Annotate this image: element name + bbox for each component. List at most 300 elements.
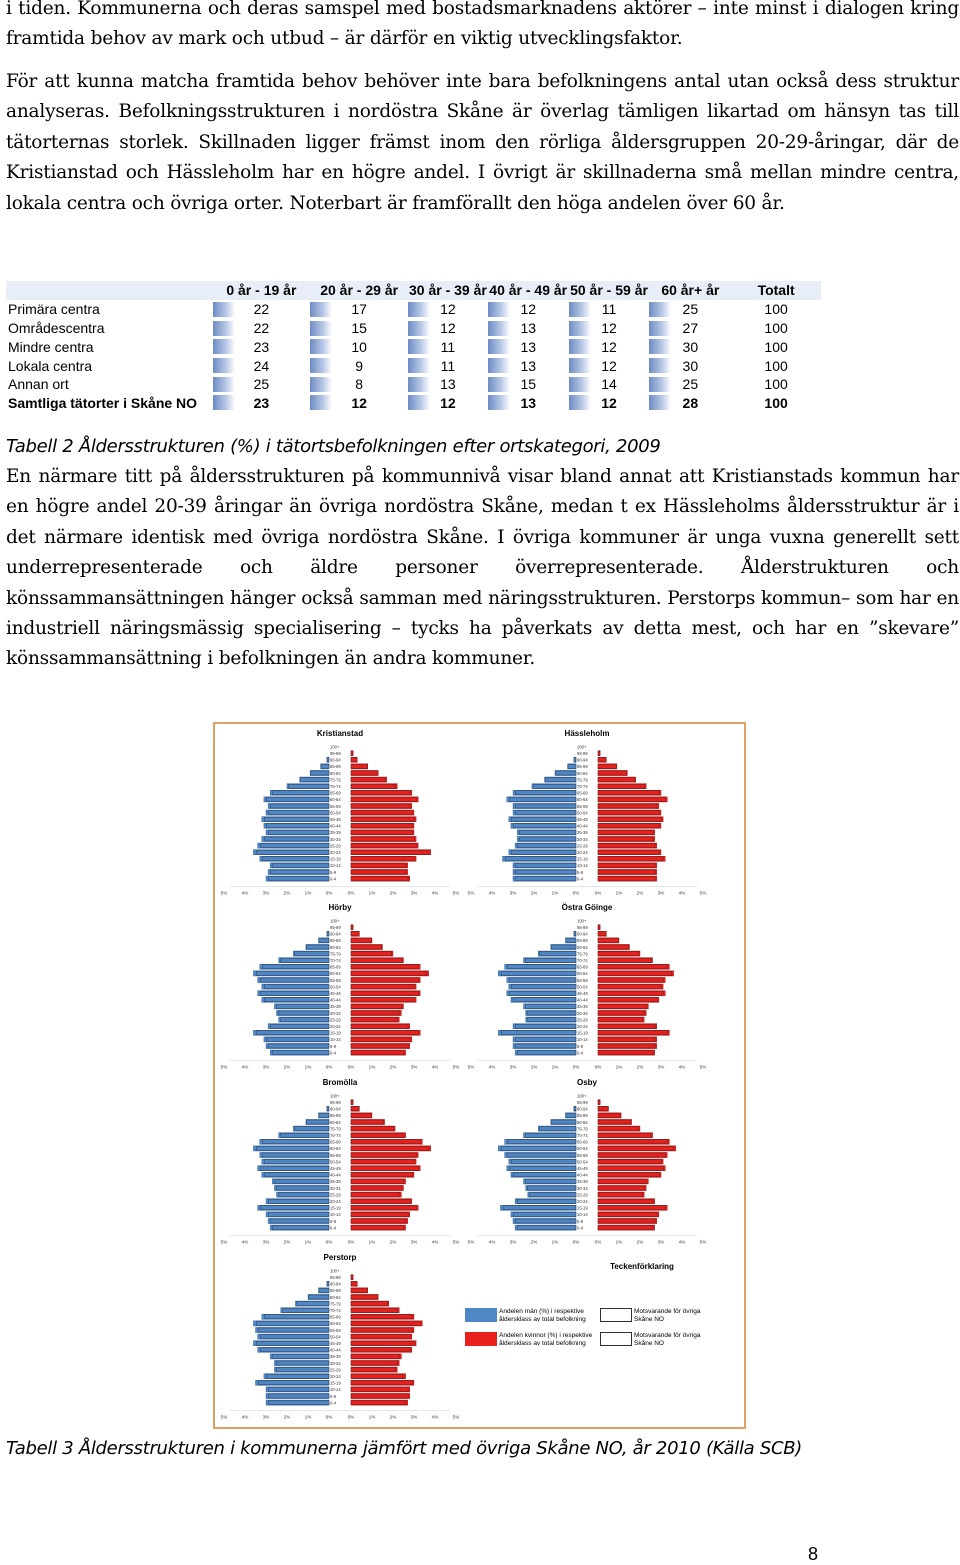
pyramid-bar-men <box>574 931 576 936</box>
pyramid-bar-women <box>351 931 359 936</box>
pyramid-bar-women <box>598 751 600 756</box>
pyramid-bar-men <box>524 1133 577 1138</box>
pyramid-bar-women <box>351 1030 420 1035</box>
pyramid-tick-label: 1% <box>304 890 312 896</box>
table-cell: 100 <box>764 319 788 336</box>
pyramid-bar-women <box>598 1172 661 1177</box>
pyramid-title: Hässleholm <box>564 729 610 738</box>
pyramid-age-label: 10-14 <box>330 1037 341 1043</box>
pyramid-bar-men <box>555 770 576 775</box>
pyramid-age-label: 70-74 <box>577 958 588 963</box>
pyramid-age-label: 50-54 <box>577 810 588 816</box>
pyramid-bar-men <box>272 1179 329 1184</box>
pyramid-tick-label: 0% <box>347 890 355 896</box>
pyramid-bar-women <box>598 856 665 861</box>
pyramid-tick-label: 1% <box>551 890 559 896</box>
pyramid-tick-label: 1% <box>368 1414 376 1420</box>
pyramid-age-label: 60-64 <box>577 1146 588 1152</box>
pyramid-age-label: 10-14 <box>577 1037 588 1043</box>
pyramid-bar-women <box>598 850 661 855</box>
pyramid-bar-men <box>264 823 329 828</box>
pyramid-tick-label: 0% <box>347 1064 355 1070</box>
pyramid-age-label: 60-64 <box>577 797 588 803</box>
pyramid-tick-label: 5% <box>467 1064 475 1070</box>
pyramid-bar-women <box>351 1024 410 1029</box>
table-header-cell: 60 år+ år <box>661 282 720 299</box>
pyramid-bar-men <box>513 1024 576 1029</box>
pyramid-bar-men <box>270 863 329 868</box>
pyramid-bar-women <box>598 836 655 841</box>
pyramid-bar-men <box>526 1010 576 1015</box>
pyramid-bar-women <box>351 1288 368 1293</box>
pyramid-bar-women <box>351 823 414 828</box>
data-bar <box>649 339 671 354</box>
table-2-caption: Tabell 2 Åldersstrukturen (%) i tätortsbefolkningen efter ortskategori, 2009 <box>6 436 661 457</box>
pyramid-bar-men <box>327 1281 329 1286</box>
pyramid-tick-label: 2% <box>530 1239 538 1245</box>
pyramid-tick-label: 1% <box>368 1064 376 1070</box>
data-bar <box>569 302 591 317</box>
pyramid-bar-women <box>351 1212 410 1217</box>
pyramid-bar-women <box>598 810 661 815</box>
pyramid-tick-label: 5% <box>452 1239 460 1245</box>
pyramid-bar-women <box>598 1119 632 1124</box>
pyramid-bar-men <box>513 863 576 868</box>
pyramid-tick-label: 1% <box>615 890 623 896</box>
legend-women-text: Andelen kvinnor (%) i respektive åldersklass av total befolkning <box>499 1332 593 1347</box>
pyramid-bar-women <box>351 1139 422 1144</box>
pyramid-tick-label: 4% <box>431 890 439 896</box>
pyramid-bar-women <box>351 991 420 996</box>
table-header-cell: 40 år - 49 år <box>489 282 568 299</box>
pyramid-age-label: 85-89 <box>577 764 588 770</box>
pyramid-3 <box>468 903 707 1070</box>
pyramid-bar-women <box>598 1037 657 1042</box>
table-cell: 15 <box>310 319 408 338</box>
pyramid-bar-women <box>598 1030 669 1035</box>
pyramid-tick-label: 5% <box>220 1414 228 1420</box>
table-cell: 27 <box>649 319 731 338</box>
pyramid-bar-men <box>515 1225 576 1230</box>
pyramid-tick-label: 5% <box>699 1239 707 1245</box>
pyramid-bar-men <box>274 1004 329 1009</box>
pyramid-bar-women <box>351 951 393 956</box>
pyramid-bar-men <box>513 803 576 808</box>
pyramid-tick-label: 1% <box>304 1239 312 1245</box>
pyramid-title: Östra Göinge <box>561 903 613 912</box>
pyramid-bar-women <box>351 784 397 789</box>
pyramid-age-label: 50-54 <box>330 1334 341 1340</box>
pyramid-bar-women <box>598 1113 621 1118</box>
pyramid-bar-men <box>551 944 576 949</box>
pyramid-age-label: 90-94 <box>330 1106 341 1112</box>
pyramid-bar-women <box>351 757 357 762</box>
pyramid-age-label: 35-39 <box>330 1179 341 1185</box>
table-cell: 11 <box>408 337 488 356</box>
table-cell: 11 <box>408 356 488 375</box>
pyramid-bar-men <box>505 1152 576 1157</box>
table-row <box>6 394 821 413</box>
data-bar <box>488 395 510 410</box>
table-cell: 13 <box>488 319 569 338</box>
pyramid-tick-label: 1% <box>551 1239 559 1245</box>
pyramid-bar-men <box>503 856 577 861</box>
table-cell: 13 <box>488 337 569 356</box>
pyramid-bar-men <box>513 810 576 815</box>
pyramid-bar-men <box>515 1050 576 1055</box>
pyramid-bar-men <box>319 1288 330 1293</box>
pyramid-age-label: 15-19 <box>330 1380 341 1386</box>
table-cell: 13 <box>488 356 569 375</box>
data-bar <box>488 377 510 392</box>
pyramid-tick-label: 0% <box>347 1414 355 1420</box>
table-row-label: Mindre centra <box>8 338 94 355</box>
pyramid-tick-label: 0% <box>325 890 333 896</box>
pyramid-age-label: 5-9 <box>330 1043 337 1049</box>
data-bar <box>569 321 591 336</box>
pyramid-bar-women <box>598 1179 648 1184</box>
pyramid-bar-women <box>351 1334 412 1339</box>
data-bar <box>569 358 591 373</box>
pyramid-bar-women <box>351 1119 385 1124</box>
pyramid-bar-women <box>598 843 657 848</box>
pyramid-bar-women <box>598 977 665 982</box>
pyramid-bar-women <box>351 1341 416 1346</box>
pyramid-tick-label: 1% <box>615 1064 623 1070</box>
pyramid-age-label: 85-89 <box>330 938 341 944</box>
data-bar <box>569 377 591 392</box>
pyramid-age-label: 100+ <box>330 744 340 750</box>
pyramid-bar-women <box>351 1275 353 1280</box>
pyramid-age-label: 100+ <box>577 744 587 750</box>
pyramid-bar-men <box>268 1024 329 1029</box>
pyramid-bar-women <box>598 876 657 881</box>
pyramid-bar-women <box>351 925 353 930</box>
data-bar <box>649 395 671 410</box>
data-bar <box>649 358 671 373</box>
table-cell: 8 <box>310 375 408 394</box>
pyramid-bar-men <box>574 757 576 762</box>
pyramid-bar-women <box>351 1179 406 1184</box>
table-cell: 12 <box>488 300 569 319</box>
pyramid-bar-women <box>351 1199 412 1204</box>
pyramid-age-label: 25-29 <box>577 1017 588 1023</box>
pyramid-age-label: 55-59 <box>330 803 341 809</box>
pyramid-age-label: 95-99 <box>330 1275 341 1280</box>
pyramid-age-label: 85-89 <box>330 1113 341 1119</box>
pyramid-age-label: 50-54 <box>330 1159 341 1165</box>
pyramid-bar-men <box>253 1146 329 1151</box>
pyramid-bar-men <box>327 1106 329 1111</box>
table-cell: 100 <box>764 301 788 318</box>
pyramid-age-label: 5-9 <box>577 869 584 875</box>
data-bar <box>408 321 430 336</box>
pyramid-age-label: 75-79 <box>577 951 588 957</box>
pyramid-age-label: 15-19 <box>330 1030 341 1036</box>
pyramid-age-label: 85-89 <box>330 764 341 770</box>
pyramid-bar-women <box>598 797 667 802</box>
paragraph-municipal-analysis: En närmare titt på åldersstrukturen på kommunnivå visar bland annat att Kristianstads kommun har en högre andel 20-39 åringar än övriga nordöstra Skåne, medan t ex Hässleholms åldersstruktur är i det närmare identisk med övriga nordöstra Skåne. I övriga kommuner är unga vuxna generellt sett underrepresenterade och äldre personer överrepresenterade. Ålderstrukturen och könssammansättningen hänger också samman med näringsstrukturen. Perstorps kommun– som har en industriell näringsmässig specialisering – tycks ha påverkats av detta mest, och har en ”skevare” könssammansättning i befolkningen än andra kommuner. <box>6 466 959 670</box>
data-bar <box>649 321 671 336</box>
pyramid-age-label: 80-84 <box>330 770 341 776</box>
pyramid-age-label: 70-74 <box>577 1133 588 1138</box>
pyramid-bar-women <box>351 1374 406 1379</box>
table-cell: 12 <box>569 319 650 338</box>
pyramid-age-label: 5-9 <box>577 1043 584 1049</box>
pyramid-age-label: 55-59 <box>577 1152 588 1158</box>
pyramid-tick-label: 2% <box>283 1064 291 1070</box>
pyramid-bar-men <box>327 757 329 762</box>
pyramid-bar-men <box>551 1119 576 1124</box>
pyramid-age-label: 95-99 <box>330 1100 341 1105</box>
table-3-caption: Tabell 3 Åldersstrukturen i kommunerna jämfört med övriga Skåne NO, år 2010 (Källa SCB) <box>6 1438 802 1459</box>
pyramid-bar-men <box>279 1017 329 1022</box>
pyramid-tick-label: 4% <box>488 890 496 896</box>
pyramid-age-label: 0-4 <box>577 876 584 882</box>
pyramid-bar-women <box>351 1100 353 1105</box>
table-row <box>6 319 821 338</box>
pyramid-bar-men <box>281 1308 329 1313</box>
pyramid-bar-women <box>598 944 630 949</box>
pyramid-age-label: 15-19 <box>577 856 588 862</box>
pyramid-age-label: 25-29 <box>330 1192 341 1198</box>
pyramid-age-label: 45-49 <box>330 1341 341 1346</box>
pyramid-bar-men <box>277 1192 330 1197</box>
pyramid-age-label: 55-59 <box>330 1152 341 1158</box>
pyramid-bar-men <box>262 1159 329 1164</box>
pyramid-age-label: 30-34 <box>577 836 588 842</box>
pyramid-age-label: 80-84 <box>577 1119 588 1125</box>
pyramid-tick-label: 1% <box>615 1239 623 1245</box>
pyramid-bar-women <box>351 1347 412 1352</box>
pyramid-tick-label: 1% <box>551 1064 559 1070</box>
pyramid-bar-men <box>513 790 576 795</box>
pyramid-tick-label: 2% <box>389 1239 397 1245</box>
data-bar <box>649 377 671 392</box>
pyramid-bar-women <box>598 1152 667 1157</box>
pyramid-age-label: 60-64 <box>330 1321 341 1327</box>
pyramid-bar-women <box>351 1367 397 1372</box>
pyramid-bar-men <box>524 1179 577 1184</box>
table-row <box>6 356 821 375</box>
pyramid-bar-women <box>351 1004 404 1009</box>
table-row-label: Områdescentra <box>8 319 105 336</box>
pyramid-bar-men <box>277 1010 330 1015</box>
pyramid-age-label: 30-34 <box>330 836 341 842</box>
pyramid-age-label: 20-24 <box>577 850 588 855</box>
pyramid-tick-label: 4% <box>488 1064 496 1070</box>
pyramid-age-label: 10-14 <box>330 1212 341 1218</box>
pyramid-age-label: 40-44 <box>330 823 341 829</box>
pyramid-bar-women <box>598 1166 665 1171</box>
pyramid-age-label: 100+ <box>330 1093 340 1099</box>
pyramid-age-label: 25-29 <box>577 1192 588 1198</box>
pyramid-bar-men <box>270 1225 329 1230</box>
legend-title: Teckenförklaring <box>610 1262 674 1271</box>
pyramid-tick-label: 5% <box>699 890 707 896</box>
pyramid-bar-women <box>351 1281 357 1286</box>
pyramid-age-label: 75-79 <box>330 777 341 783</box>
data-bar <box>408 395 430 410</box>
pyramid-bar-women <box>351 1146 431 1151</box>
table-row <box>6 337 821 356</box>
table-cell: 22 <box>213 319 311 338</box>
pyramid-age-label: 35-39 <box>330 830 341 836</box>
pyramid-bar-women <box>598 971 674 976</box>
table-row-label: Lokala centra <box>8 357 93 374</box>
pyramid-bar-men <box>274 1360 329 1365</box>
pyramid-age-label: 10-14 <box>577 863 588 869</box>
pyramid-bar-men <box>566 938 577 943</box>
pyramid-bar-women <box>351 777 387 782</box>
pyramid-age-label: 5-9 <box>330 869 337 875</box>
pyramid-bar-men <box>270 1050 329 1055</box>
pyramid-bar-women <box>351 1010 401 1015</box>
pyramid-age-label: 60-64 <box>330 971 341 977</box>
pyramid-bar-men <box>268 803 329 808</box>
pyramid-bar-men <box>266 810 329 815</box>
pyramid-age-label: 40-44 <box>577 997 588 1003</box>
pyramid-bar-women <box>351 1159 416 1164</box>
pyramid-bar-men <box>264 1374 329 1379</box>
pyramid-tick-label: 5% <box>220 1239 228 1245</box>
pyramid-tick-label: 4% <box>678 1239 686 1245</box>
pyramid-age-label: 40-44 <box>330 1172 341 1178</box>
pyramid-tick-label: 0% <box>325 1414 333 1420</box>
pyramid-bar-men <box>509 1159 576 1164</box>
pyramid-age-label: 45-49 <box>330 1166 341 1171</box>
pyramid-age-label: 90-94 <box>330 757 341 763</box>
pyramid-bar-men <box>258 1205 329 1210</box>
pyramid-bar-women <box>598 1050 655 1055</box>
pyramid-age-label: 25-29 <box>330 843 341 849</box>
pyramid-bar-men <box>266 1043 329 1048</box>
pyramid-age-label: 5-9 <box>330 1218 337 1224</box>
pyramid-tick-label: 2% <box>389 1064 397 1070</box>
pyramid-age-label: 15-19 <box>577 1205 588 1211</box>
pyramid-bar-women <box>351 850 431 855</box>
pyramid-age-label: 5-9 <box>330 1393 337 1399</box>
pyramid-bar-women <box>598 784 646 789</box>
pyramid-0 <box>221 729 460 896</box>
pyramid-tick-label: 1% <box>304 1414 312 1420</box>
pyramid-bar-women <box>598 869 657 874</box>
pyramid-age-label: 75-79 <box>577 777 588 783</box>
pyramid-bar-men <box>270 790 329 795</box>
pyramid-tick-label: 2% <box>530 890 538 896</box>
pyramid-bar-men <box>270 1354 329 1359</box>
pyramid-bar-men <box>266 1387 329 1392</box>
pyramid-bar-men <box>507 991 576 996</box>
pyramid-bar-men <box>500 1205 576 1210</box>
table-row <box>6 300 821 319</box>
data-bar <box>213 395 235 410</box>
pyramid-bar-men <box>266 1393 329 1398</box>
pyramid-tick-label: 3% <box>262 1239 270 1245</box>
pyramid-age-label: 50-54 <box>577 984 588 990</box>
pyramid-age-label: 40-44 <box>577 823 588 829</box>
pyramid-tick-label: 2% <box>283 1414 291 1420</box>
pyramid-tick-label: 3% <box>509 890 517 896</box>
pyramid-age-label: 65-69 <box>330 1314 341 1320</box>
pyramid-bar-men <box>524 958 577 963</box>
pyramid-bar-women <box>598 803 659 808</box>
pyramid-age-label: 90-94 <box>577 1106 588 1112</box>
pyramid-bar-men <box>258 1166 329 1171</box>
pyramid-bar-women <box>351 1106 359 1111</box>
pyramid-age-label: 100+ <box>330 918 340 924</box>
pyramid-bar-women <box>351 971 429 976</box>
pyramid-age-label: 100+ <box>330 1268 340 1274</box>
pyramid-age-label: 20-24 <box>330 1199 341 1204</box>
pyramid-age-label: 100+ <box>577 918 587 924</box>
pyramid-bar-men <box>517 836 576 841</box>
pyramid-age-label: 0-4 <box>577 1050 584 1056</box>
pyramid-bar-men <box>306 1119 329 1124</box>
pyramid-bar-women <box>598 1017 644 1022</box>
pyramid-age-label: 65-69 <box>577 1139 588 1145</box>
pyramid-bar-women <box>351 863 408 868</box>
pyramid-bar-women <box>351 944 383 949</box>
data-bar <box>213 339 235 354</box>
table-header-cell: 20 år - 29 år <box>320 282 399 299</box>
table-cell: 12 <box>569 393 650 413</box>
table-cell: 15 <box>488 375 569 394</box>
pyramid-bar-women <box>351 1400 408 1405</box>
pyramid-tick-label: 5% <box>467 1239 475 1245</box>
pyramid-age-label: 20-24 <box>577 1199 588 1204</box>
pyramid-age-label: 90-94 <box>330 931 341 937</box>
table-row-label: Samtliga tätorter i Skåne NO <box>6 395 213 412</box>
pyramid-age-label: 95-99 <box>330 925 341 930</box>
pyramid-bar-women <box>351 1133 406 1138</box>
pyramid-bar-women <box>351 1043 410 1048</box>
table-cell: 17 <box>310 300 408 319</box>
pyramid-bar-men <box>513 1043 576 1048</box>
pyramid-age-label: 40-44 <box>330 1347 341 1353</box>
pyramid-age-label: 10-14 <box>330 1387 341 1393</box>
pyramid-age-label: 45-49 <box>577 1166 588 1171</box>
pyramid-age-label: 70-74 <box>330 784 341 789</box>
table-cell: 12 <box>408 300 488 319</box>
pyramid-bar-women <box>351 843 418 848</box>
pyramid-bar-women <box>598 997 659 1002</box>
pyramid-bar-men <box>253 1321 329 1326</box>
data-bar <box>408 339 430 354</box>
pyramid-5 <box>468 1078 707 1245</box>
pyramid-bar-women <box>598 1126 640 1131</box>
pyramid-age-label: 65-69 <box>330 790 341 796</box>
pyramid-bar-women <box>598 770 627 775</box>
pyramid-bar-women <box>351 977 420 982</box>
pyramid-tick-label: 5% <box>452 890 460 896</box>
pyramid-bar-women <box>351 817 416 822</box>
pyramid-bar-men <box>319 1113 330 1118</box>
pyramid-age-label: 0-4 <box>577 1225 584 1231</box>
pyramid-age-label: 90-94 <box>577 757 588 763</box>
table-cell: 12 <box>569 337 650 356</box>
pyramid-tick-label: 4% <box>431 1064 439 1070</box>
pyramid-bar-men <box>545 777 577 782</box>
pyramid-tick-label: 3% <box>410 1064 418 1070</box>
table-cell: 12 <box>569 356 650 375</box>
pyramid-bar-men <box>258 991 329 996</box>
table-cell: 30 <box>649 356 731 375</box>
pyramid-tick-label: 0% <box>347 1239 355 1245</box>
pyramid-age-label: 95-99 <box>330 751 341 756</box>
pyramid-tick-label: 1% <box>304 1064 312 1070</box>
pyramid-bar-men <box>505 1139 576 1144</box>
